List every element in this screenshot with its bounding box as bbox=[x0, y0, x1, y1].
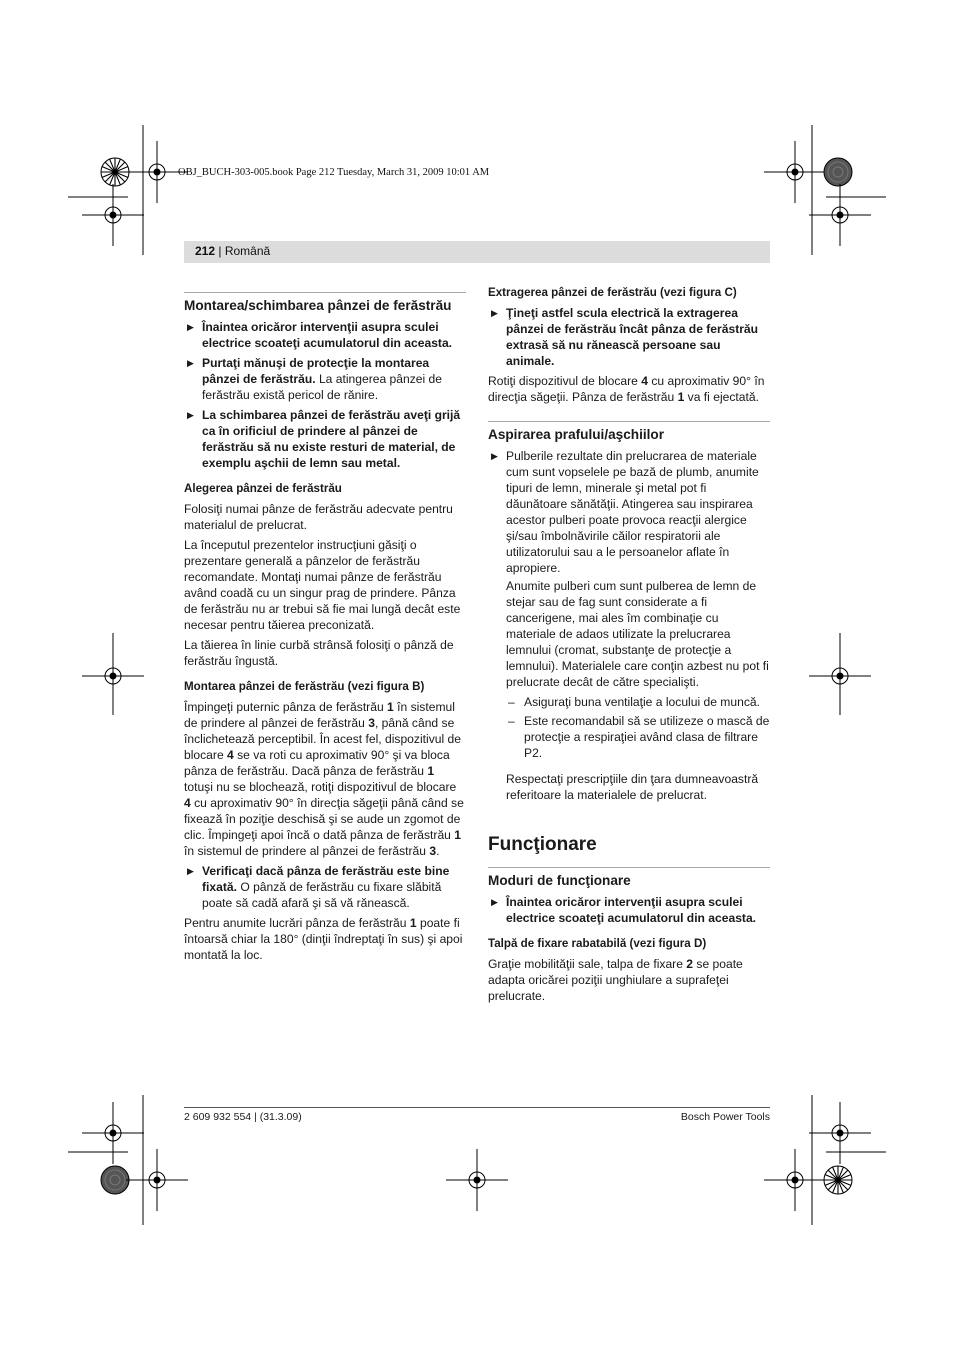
dash-item: – Asiguraţi buna ventilaţie a locului de muncă. bbox=[508, 695, 760, 709]
paragraph: Rotiţi dispozitivul de blocare 4 cu aproximativ 90° în direcţia săgeţii. Pânza de ferăstrău 1 va fi ejectată. bbox=[488, 374, 765, 404]
dash-glyph: – bbox=[508, 695, 515, 709]
subheading-extragerea: Extragerea pânzei de ferăstrău (vezi figura C) bbox=[488, 286, 737, 299]
bullet-item: ▶ Purtaţi mănuşi de protecţie la montarea pânzei de ferăstrău. La atingerea pânzei de ferăstrău există pericol de rănire. bbox=[187, 356, 443, 402]
chapter-heading-functionare: Funcţionare bbox=[488, 834, 597, 855]
section-heading-moduri: Moduri de funcţionare bbox=[488, 867, 770, 889]
bullet-arrow-icon: ▶ bbox=[491, 308, 498, 318]
page-number: 212 bbox=[195, 244, 216, 258]
section-heading-montare: Montarea/schimbarea pânzei de ferăstrău bbox=[184, 292, 466, 314]
paragraph: Respectaţi prescripţiile din ţara dumneavoastră referitoare la materialele de prelucrat. bbox=[506, 772, 759, 802]
bullet-arrow-icon: ▶ bbox=[491, 897, 498, 907]
paragraph: Anumite pulberi cum sunt pulberea de lemn de stejar sau de fag sunt considerate a fi cancerigene, mai ales îm combinaţie cu materiale de adaos utilizate la prelucrarea lemnului (cromat, substanţe de protecţie a lemnului). Materialele care conţin azbest nu pot fi prelucrate decât de către specialişti. bbox=[506, 579, 769, 689]
bullet-arrow-icon: ▶ bbox=[187, 866, 194, 876]
paragraph: La tăierea în linie curbă strânsă folosiţi o pânză de ferăstrău îngustă. bbox=[184, 638, 454, 668]
paragraph: Împingeţi puternic pânza de ferăstrău 1 în sistemul de prindere al pânzei de ferăstrău 3, până când se înclichetează perceptibil. În acest fel, dispozitivul de blocare 4 se va roti cu aproximativ 90° şi va bloca pânza de ferăstrău. Dacă pânza de ferăstrău 1 totuşi nu se blochează, rotiţi dispozitivul de blocare 4 cu aproximativ 90° în direcţia săgeţii până când se fixează în poziţie deschisă şi se aude un zgomot de clic. Împingeţi apoi încă o dată pânza de ferăstrău 1 în sistemul de prindere al pânzei de ferăstrău 3. bbox=[184, 700, 464, 858]
section-heading-aspirarea: Aspirarea prafului/aşchiilor bbox=[488, 421, 770, 443]
footer-doc-number: 2 609 932 554 | (31.3.09) bbox=[184, 1111, 302, 1123]
dash-glyph: – bbox=[508, 714, 515, 728]
file-info: OBJ_BUCH-303-005.book Page 212 Tuesday, March 31, 2009 10:01 AM bbox=[178, 167, 490, 178]
paragraph: Graţie mobilităţii sale, talpa de fixare 2 se poate adapta oricărei poziţii unghiulare a suprafeţei prelucrate. bbox=[488, 957, 743, 1003]
bullet-item: ▶ Ţineţi astfel scula electrică la extragerea pânzei de ferăstrău încât pânza de ferăstrău extrasă să nu rănească persoane sau animale. bbox=[491, 306, 759, 368]
subheading-talpa: Talpă de fixare rabatabilă (vezi figura D) bbox=[488, 937, 707, 950]
dash-item: – Este recomandabil să se utilizeze o mască de protecţie a respiraţiei având clasa de filtrare P2. bbox=[508, 714, 770, 760]
header-separator: | bbox=[215, 244, 225, 258]
paragraph: La începutul prezentelor instrucţiuni găsiţi o prezentare generală a pânzelor de ferăstrău recomandate. Montaţi numai pânze de ferăstrău având coadă cu un singur prag de prindere. Pânza de ferăstrău nu ar trebui să fie mai lungă decât este necesar pentru tăierea preconizată. bbox=[184, 538, 461, 632]
right-column bbox=[488, 285, 770, 1008]
page-header-bar bbox=[184, 241, 770, 263]
bullet-item: ▶ Înaintea oricăror intervenţii asupra sculei electrice scoateţi acumulatorul din aceasta. bbox=[187, 320, 453, 350]
footer-brand: Bosch Power Tools bbox=[680, 1111, 770, 1123]
subheading-montarea-b: Montarea pânzei de ferăstrău (vezi figura B) bbox=[184, 680, 425, 693]
bullet-item: ▶ La schimbarea pânzei de ferăstrău aveţi grijă ca în orificiul de prindere al pânzei de ferăstrău să nu existe resturi de material, de exemplu aşchii de lemn sau metal. bbox=[187, 408, 461, 470]
bullet-item: ▶ Verificaţi dacă pânza de ferăstrău este bine fixată. O pânză de ferăstrău cu fixare slăbită poate să cadă afară şi să vă rănească. bbox=[187, 864, 450, 910]
left-column bbox=[184, 292, 466, 967]
paragraph: Folosiţi numai pânze de ferăstrău adecvate pentru materialul de prelucrat. bbox=[184, 502, 453, 532]
bullet-item: ▶ Pulberile rezultate din prelucrarea de materiale cum sunt vopselele pe bază de plumb, anumite tipuri de lemn, minerale şi metal pot fi dăunătoare sănătăţii. Atingerea sau inspirarea acestor pulberi poate provoca reacţii alergice şi/sau îmbolnăvirile căilor respiratorii ale utilizatorului sau a le persoanelor aflate în apropiere. bbox=[491, 449, 759, 575]
subheading-alegerea: Alegerea pânzei de ferăstrău bbox=[184, 482, 342, 495]
header-language: Română bbox=[224, 244, 271, 258]
footer-rule bbox=[184, 1107, 770, 1108]
page-header bbox=[195, 244, 270, 258]
paragraph: Pentru anumite lucrări pânza de ferăstrău 1 poate fi întoarsă chiar la 180° (dinţii îndreptaţi în sus) şi apoi montată la loc. bbox=[184, 916, 463, 962]
bullet-arrow-icon: ▶ bbox=[187, 322, 194, 332]
bullet-item: ▶ Înaintea oricăror intervenţii asupra sculei electrice scoateţi acumulatorul din aceasta. bbox=[491, 895, 757, 925]
bullet-arrow-icon: ▶ bbox=[187, 358, 194, 368]
bullet-arrow-icon: ▶ bbox=[187, 410, 194, 420]
bullet-arrow-icon: ▶ bbox=[491, 451, 498, 461]
